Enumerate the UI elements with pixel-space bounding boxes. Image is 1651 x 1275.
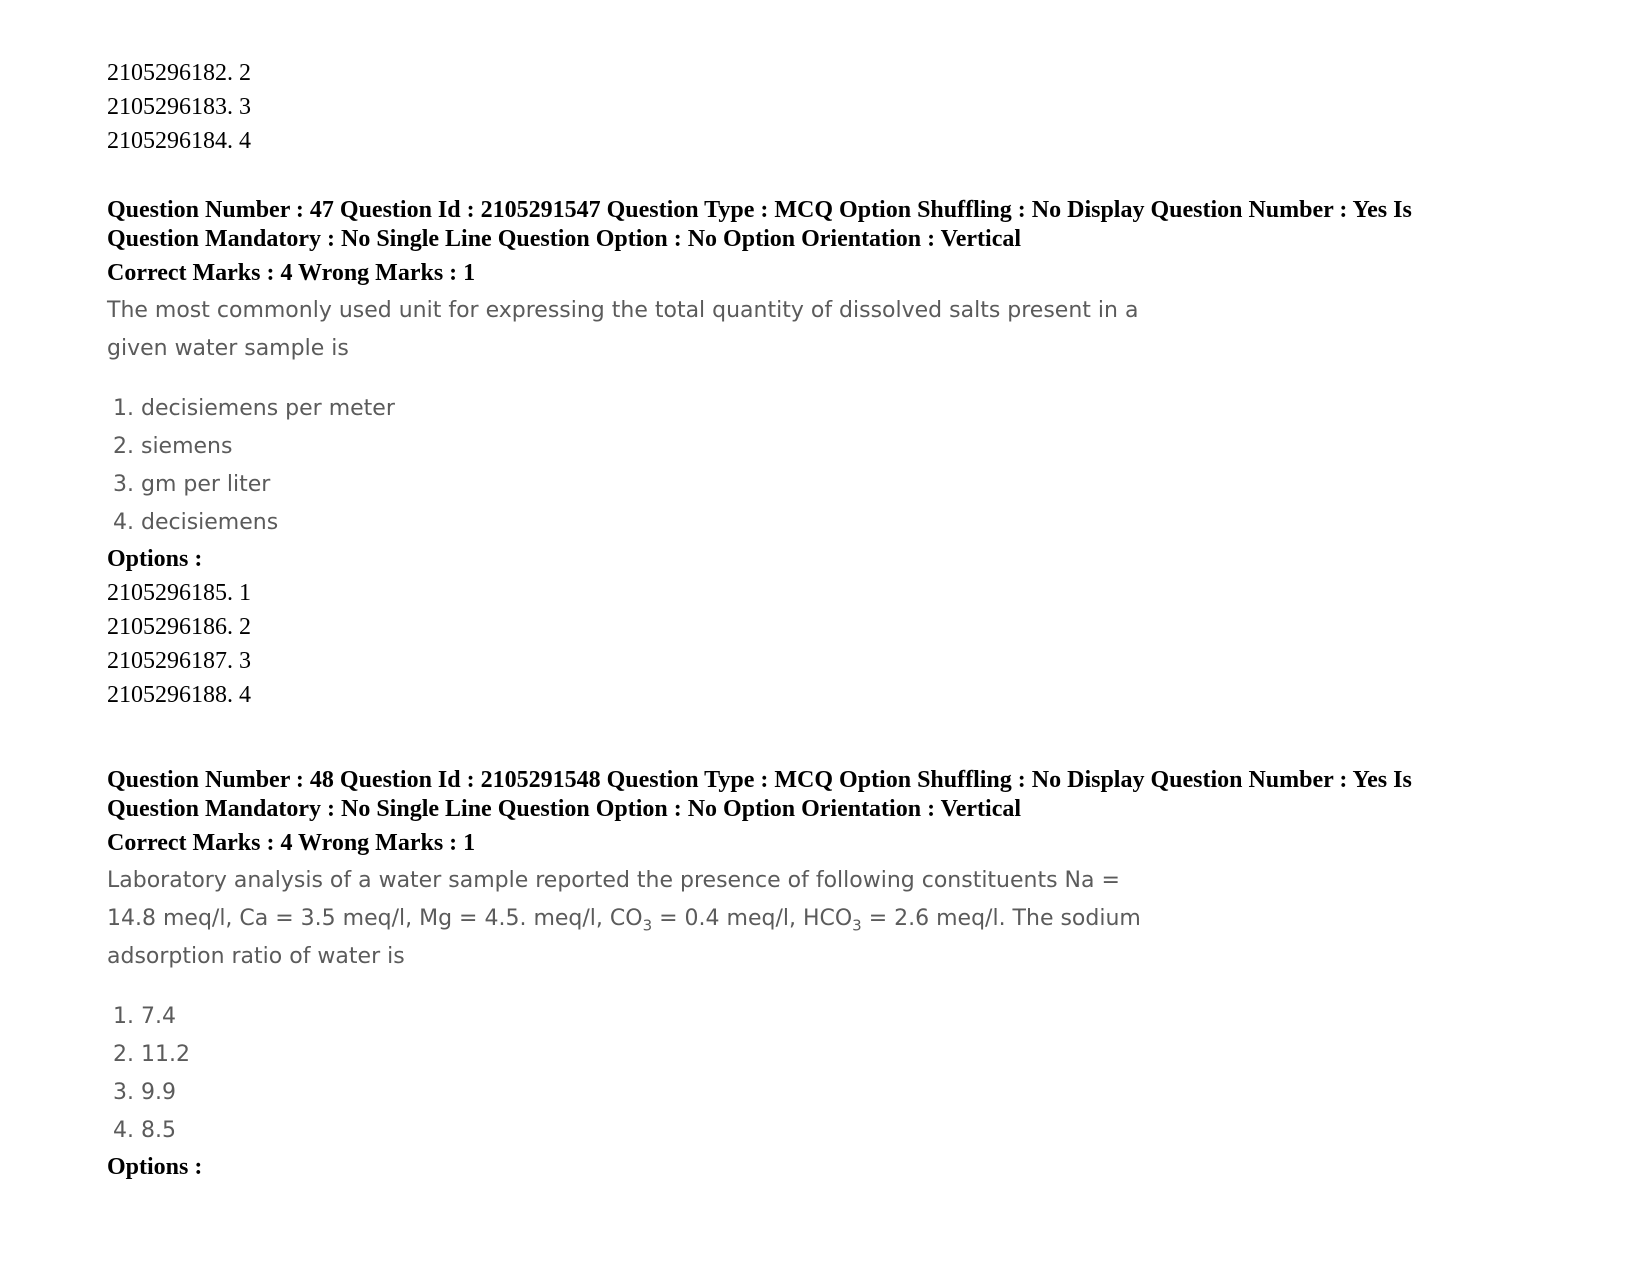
option-id-line: 2105296183. 3 — [107, 94, 251, 120]
question-meta-line1: Question Number : 47 Question Id : 2105291547 Question Type : MCQ Option Shuffling : No Display Question Number : Yes Is — [107, 197, 1412, 223]
option-id-line: 2105296187. 3 — [107, 648, 251, 674]
answer-choice: 1. decisiemens per meter — [113, 396, 395, 421]
question-48 — [107, 766, 1507, 1184]
question-stem-line — [107, 900, 1207, 938]
question-stem-line: The most commonly used unit for expressing the total quantity of dissolved salts present in a — [107, 298, 1139, 323]
question-47 — [107, 196, 1507, 712]
answer-choice: 1. 7.4 — [113, 1004, 176, 1029]
options-heading: Options : — [107, 1154, 203, 1180]
question-marks: Correct Marks : 4 Wrong Marks : 1 — [107, 260, 476, 286]
option-id-line: 2105296184. 4 — [107, 128, 251, 154]
question-meta-line2: Question Mandatory : No Single Line Question Option : No Option Orientation : Vertical — [107, 796, 1022, 822]
question-marks: Correct Marks : 4 Wrong Marks : 1 — [107, 830, 476, 856]
question-meta — [107, 766, 1507, 824]
answer-choice: 2. 11.2 — [113, 1042, 190, 1067]
stem-text: 14.8 meq/l, Ca = 3.5 meq/l, Mg = 4.5. meq/l, CO — [107, 906, 643, 931]
question-stem-line: Laboratory analysis of a water sample reported the presence of following constituents Na = — [107, 868, 1120, 893]
question-meta-line2: Question Mandatory : No Single Line Question Option : No Option Orientation : Vertical — [107, 226, 1022, 252]
subscript: 3 — [852, 916, 862, 935]
answer-choice: 3. gm per liter — [113, 472, 271, 497]
option-id-line: 2105296186. 2 — [107, 614, 251, 640]
answer-choice: 4. decisiemens — [113, 510, 279, 535]
stem-text: = 2.6 meq/l. The sodium — [861, 906, 1141, 931]
stem-text: = 0.4 meq/l, HCO — [652, 906, 853, 931]
question-stem — [107, 862, 1207, 976]
option-id-line: 2105296182. 2 — [107, 60, 251, 86]
answer-choice: 2. siemens — [113, 434, 233, 459]
options-heading: Options : — [107, 546, 203, 572]
answer-choices — [107, 998, 1507, 1150]
option-id-list — [107, 576, 1507, 712]
question-meta — [107, 196, 1507, 254]
answer-choice: 4. 8.5 — [113, 1118, 176, 1143]
option-id-line: 2105296188. 4 — [107, 682, 251, 708]
option-id-line: 2105296185. 1 — [107, 580, 251, 606]
answer-choices — [107, 390, 1507, 542]
prev-question-options — [107, 56, 251, 158]
subscript: 3 — [642, 916, 653, 935]
question-meta-line1: Question Number : 48 Question Id : 2105291548 Question Type : MCQ Option Shuffling : No Display Question Number : Yes Is — [107, 767, 1412, 793]
answer-choice: 3. 9.9 — [113, 1080, 176, 1105]
question-stem — [107, 292, 1207, 368]
question-stem-line: given water sample is — [107, 336, 349, 361]
question-stem-line: adsorption ratio of water is — [107, 944, 405, 969]
